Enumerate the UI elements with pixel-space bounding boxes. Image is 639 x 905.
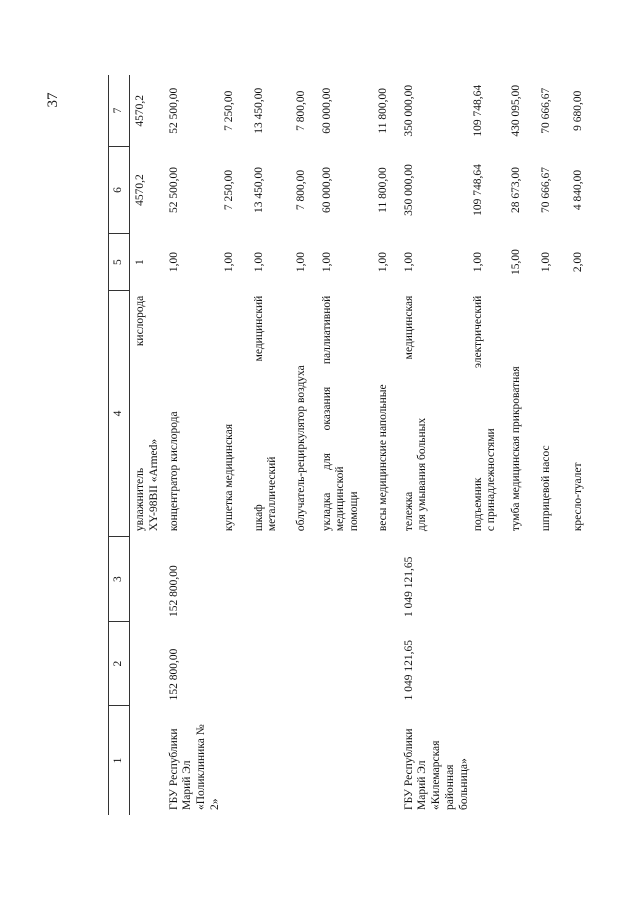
table-row <box>510 75 540 815</box>
amount-total-cell <box>253 536 295 622</box>
unit-price-cell: 60 000,00 <box>320 167 333 214</box>
equipment-name-line-2: с принадлежностями <box>485 428 498 532</box>
org-name-cell <box>510 705 540 815</box>
equipment-name-line: кресло-туалет <box>571 462 584 532</box>
amount-cell <box>510 622 540 705</box>
header-col-2: 2 <box>109 622 130 705</box>
amount-cell <box>377 622 403 705</box>
unit-price-cell: 4 840,00 <box>571 169 584 211</box>
amount-total-cell <box>130 536 168 622</box>
equipment-name-cell <box>540 291 572 536</box>
table-header-row <box>109 75 130 815</box>
total-price-cell: 430 095,00 <box>509 84 522 137</box>
unit-price-cell: 7 800,00 <box>294 169 307 211</box>
org-name-cell <box>295 705 321 815</box>
unit-price-cell: 28 673,00 <box>509 167 522 214</box>
header-col-4: 4 <box>109 291 130 536</box>
table-row <box>321 75 377 815</box>
table-row <box>377 75 403 815</box>
equipment-name-cell <box>321 291 377 536</box>
equipment-name-line: укладка для оказания паллиативной медицинской <box>320 295 347 532</box>
quantity-cell: 1,00 <box>402 252 415 273</box>
equipment-name-line-2: XY-98BII «Armed» <box>147 438 160 532</box>
total-price-cell: 52 500,00 <box>167 87 180 134</box>
quantity-cell: 1,00 <box>294 252 307 273</box>
amount-total-cell <box>472 536 510 622</box>
amount-total-cell: 152 800,00 <box>167 565 180 617</box>
page-number: 37 <box>45 92 61 108</box>
equipment-name-cell <box>472 291 510 536</box>
org-name-cell <box>130 705 168 815</box>
quantity-cell: 15,00 <box>509 249 522 276</box>
amount-total-cell <box>572 536 602 622</box>
amount-total-cell <box>223 536 253 622</box>
org-name-cell <box>321 705 377 815</box>
header-col-6: 6 <box>109 147 130 234</box>
org-name-cell <box>377 705 403 815</box>
unit-price-cell: 4570,2 <box>134 174 146 206</box>
amount-total-cell <box>321 536 377 622</box>
amount-cell <box>223 622 253 705</box>
quantity-cell: 1,00 <box>222 252 235 273</box>
quantity-cell: 1 <box>134 259 146 265</box>
rotated-table-container <box>108 75 584 815</box>
unit-price-cell: 52 500,00 <box>167 167 180 214</box>
amount-cell <box>295 622 321 705</box>
equipment-name-cell <box>510 291 540 536</box>
equipment-name-cell <box>572 291 602 536</box>
header-col-5: 5 <box>109 234 130 291</box>
header-col-7: 7 <box>109 75 130 147</box>
equipment-name-line: шприцевой насос <box>539 445 552 532</box>
equipment-name-cell <box>253 291 295 536</box>
equipment-name-cell <box>223 291 253 536</box>
total-price-cell: 7 250,00 <box>222 90 235 131</box>
amount-cell <box>130 622 168 705</box>
quantity-cell: 1,00 <box>539 252 552 273</box>
equipment-name-cell <box>168 291 223 536</box>
org-name-cell: ГБУ Республики Марий Эл «Килемарская районная больница» <box>402 728 470 810</box>
header-col-3: 3 <box>109 536 130 622</box>
amount-cell <box>572 622 602 705</box>
table-body <box>130 75 602 815</box>
table-row <box>130 75 168 815</box>
table-row <box>295 75 321 815</box>
total-price-cell: 350 000,00 <box>402 84 415 137</box>
table-row <box>223 75 253 815</box>
equipment-name-line: кушетка медицинская <box>222 424 235 532</box>
amount-total-cell <box>295 536 321 622</box>
equipment-name-line: тележка медицинская <box>402 295 415 532</box>
equipment-name-cell <box>403 291 472 536</box>
table-row <box>540 75 572 815</box>
equipment-name-line: тумба медицинская прикроватная <box>509 366 522 532</box>
amount-total-cell <box>510 536 540 622</box>
equipment-name-line: концентратор кислорода <box>167 411 180 532</box>
unit-price-cell: 109 748,64 <box>471 164 484 216</box>
amount-cell: 152 800,00 <box>167 648 180 701</box>
quantity-cell: 1,00 <box>167 252 180 273</box>
equipment-table <box>108 75 602 815</box>
total-price-cell: 13 450,00 <box>252 87 265 134</box>
equipment-name-line: облучатель-рециркулятор воздуха <box>294 365 307 532</box>
org-name-cell <box>253 705 295 815</box>
table-row <box>403 75 472 815</box>
header-col-1: 1 <box>109 705 130 815</box>
table-row <box>572 75 602 815</box>
amount-cell <box>253 622 295 705</box>
quantity-cell: 1,00 <box>320 252 333 273</box>
total-price-cell: 4570,2 <box>134 94 146 127</box>
total-price-cell: 9 680,00 <box>571 90 584 131</box>
unit-price-cell: 70 666,67 <box>539 167 552 214</box>
org-name-cell <box>223 705 253 815</box>
table-row <box>253 75 295 815</box>
amount-total-cell: 1 049 121,65 <box>402 556 415 617</box>
table-row <box>472 75 510 815</box>
equipment-name-line-2: для умывания больных <box>416 417 429 532</box>
equipment-name-line: увлажнитель кислорода <box>134 295 146 532</box>
equipment-name-cell <box>295 291 321 536</box>
equipment-name-cell <box>130 291 168 536</box>
amount-cell: 1 049 121,65 <box>402 640 415 701</box>
total-price-cell: 7 800,00 <box>294 90 307 131</box>
total-price-cell: 11 800,00 <box>376 87 389 134</box>
quantity-cell: 1,00 <box>471 252 484 273</box>
quantity-cell: 2,00 <box>571 252 584 273</box>
total-price-cell: 109 748,64 <box>471 84 484 137</box>
equipment-name-cell <box>377 291 403 536</box>
unit-price-cell: 7 250,00 <box>222 169 235 211</box>
total-price-cell: 60 000,00 <box>320 87 333 134</box>
amount-cell <box>472 622 510 705</box>
org-name-cell <box>472 705 510 815</box>
unit-price-cell: 13 450,00 <box>252 167 265 214</box>
equipment-name-line: подъемник электрический <box>471 295 484 532</box>
equipment-name-line: весы медицинские напольные <box>376 384 389 532</box>
quantity-cell: 1,00 <box>376 252 389 273</box>
amount-cell <box>321 622 377 705</box>
org-name-cell: ГБУ Республики Марий Эл «Поликлиника № 2» <box>167 724 221 810</box>
table-row <box>168 75 223 815</box>
unit-price-cell: 350 000,00 <box>402 164 415 216</box>
org-name-cell <box>572 705 602 815</box>
quantity-cell: 1,00 <box>252 252 265 273</box>
equipment-name-line-2: металлический <box>266 456 279 532</box>
unit-price-cell: 11 800,00 <box>376 167 389 213</box>
equipment-name-line-2: помощи <box>348 491 361 532</box>
org-name-cell <box>540 705 572 815</box>
amount-total-cell <box>540 536 572 622</box>
amount-total-cell <box>377 536 403 622</box>
amount-cell <box>540 622 572 705</box>
total-price-cell: 70 666,67 <box>539 87 552 134</box>
equipment-name-line: шкаф медицинский <box>252 295 265 532</box>
